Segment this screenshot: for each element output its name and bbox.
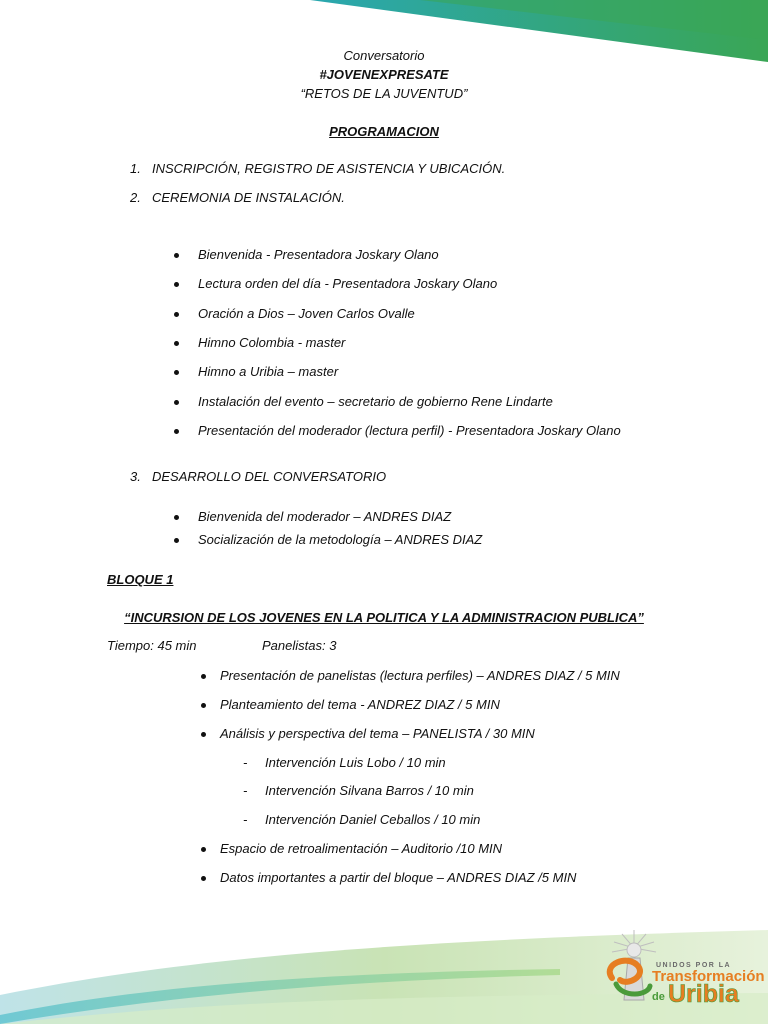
block-item: Presentación de panelistas (lectura perfiles) – ANDRES DIAZ / 5 MIN: [220, 668, 620, 683]
agenda-item-2: CEREMONIA DE INSTALACIÓN.: [152, 190, 345, 205]
ceremony-item: Himno a Uribia – master: [198, 364, 339, 379]
ceremony-item: Oración a Dios – Joven Carlos Ovalle: [198, 306, 415, 321]
block-item: Datos importantes a partir del bloque – ANDRES DIAZ /5 MIN: [220, 870, 577, 885]
doc-type: Conversatorio: [343, 48, 425, 63]
bullet-icon: [174, 515, 179, 520]
bullet-icon: [174, 370, 179, 375]
bullet-icon: [174, 400, 179, 405]
logo-text-1: UNIDOS POR LA: [656, 962, 732, 969]
development-item: Socialización de la metodología – ANDRES DIAZ: [198, 532, 483, 547]
bullet-icon: [174, 282, 179, 287]
ceremony-item: Instalación del evento – secretario de gobierno Rene Lindarte: [198, 394, 553, 409]
agenda-item-3: DESARROLLO DEL CONVERSATORIO: [152, 469, 387, 484]
agenda-item-1: INSCRIPCIÓN, REGISTRO DE ASISTENCIA Y UBICACIÓN.: [152, 161, 506, 176]
development-item: Bienvenida del moderador – ANDRES DIAZ: [198, 509, 452, 524]
hashtag-title: #JOVENEXPRESATE: [319, 67, 449, 82]
block-item: Espacio de retroalimentación – Auditorio /10 MIN: [220, 841, 503, 856]
logo-text-2: Transformación: [652, 968, 765, 985]
bullet-icon: [174, 538, 179, 543]
bullet-icon: [201, 847, 206, 852]
intervention-item: Intervención Luis Lobo / 10 min: [265, 755, 446, 770]
bullet-icon: [174, 341, 179, 346]
agenda-number-2: 2.: [130, 190, 141, 205]
intervention-item: Intervención Daniel Ceballos / 10 min: [265, 812, 481, 827]
logo-text-3: de: [652, 991, 665, 1003]
bullet-icon: [174, 429, 179, 434]
logo-text-4: Uribia: [668, 980, 739, 1008]
uribia-logo: [598, 926, 765, 1008]
ceremony-item: Himno Colombia - master: [198, 335, 346, 350]
ceremony-item: Presentación del moderador (lectura perfil) - Presentadora Joskary Olano: [198, 423, 621, 438]
intervention-item: Intervención Silvana Barros / 10 min: [265, 783, 474, 798]
agenda-number-3: 3.: [130, 469, 141, 484]
section-title: PROGRAMACION: [329, 124, 439, 139]
bullet-icon: [174, 312, 179, 317]
event-subtitle: “RETOS DE LA JUVENTUD”: [300, 86, 468, 101]
block-time: Tiempo: 45 min: [107, 638, 197, 653]
ceremony-item: Lectura orden del día - Presentadora Joskary Olano: [198, 276, 498, 291]
bullet-icon: [174, 253, 179, 258]
agenda-number-1: 1.: [130, 161, 141, 176]
bullet-icon: [201, 876, 206, 881]
block-theme: “INCURSION DE LOS JOVENES EN LA POLITICA Y LA ADMINISTRACION PUBLICA”: [124, 610, 644, 625]
dash-marker: -: [243, 783, 248, 798]
bullet-icon: [201, 703, 206, 708]
dash-marker: -: [243, 812, 248, 827]
bullet-icon: [201, 674, 206, 679]
block-item: Análisis y perspectiva del tema – PANELISTA / 30 MIN: [220, 726, 535, 741]
ceremony-item: Bienvenida - Presentadora Joskary Olano: [198, 247, 439, 262]
dash-marker: -: [243, 755, 248, 770]
block-panelists: Panelistas: 3: [262, 638, 337, 653]
bullet-icon: [201, 732, 206, 737]
block-item: Planteamiento del tema - ANDREZ DIAZ / 5 MIN: [220, 697, 500, 712]
block-title: BLOQUE 1: [107, 572, 174, 587]
